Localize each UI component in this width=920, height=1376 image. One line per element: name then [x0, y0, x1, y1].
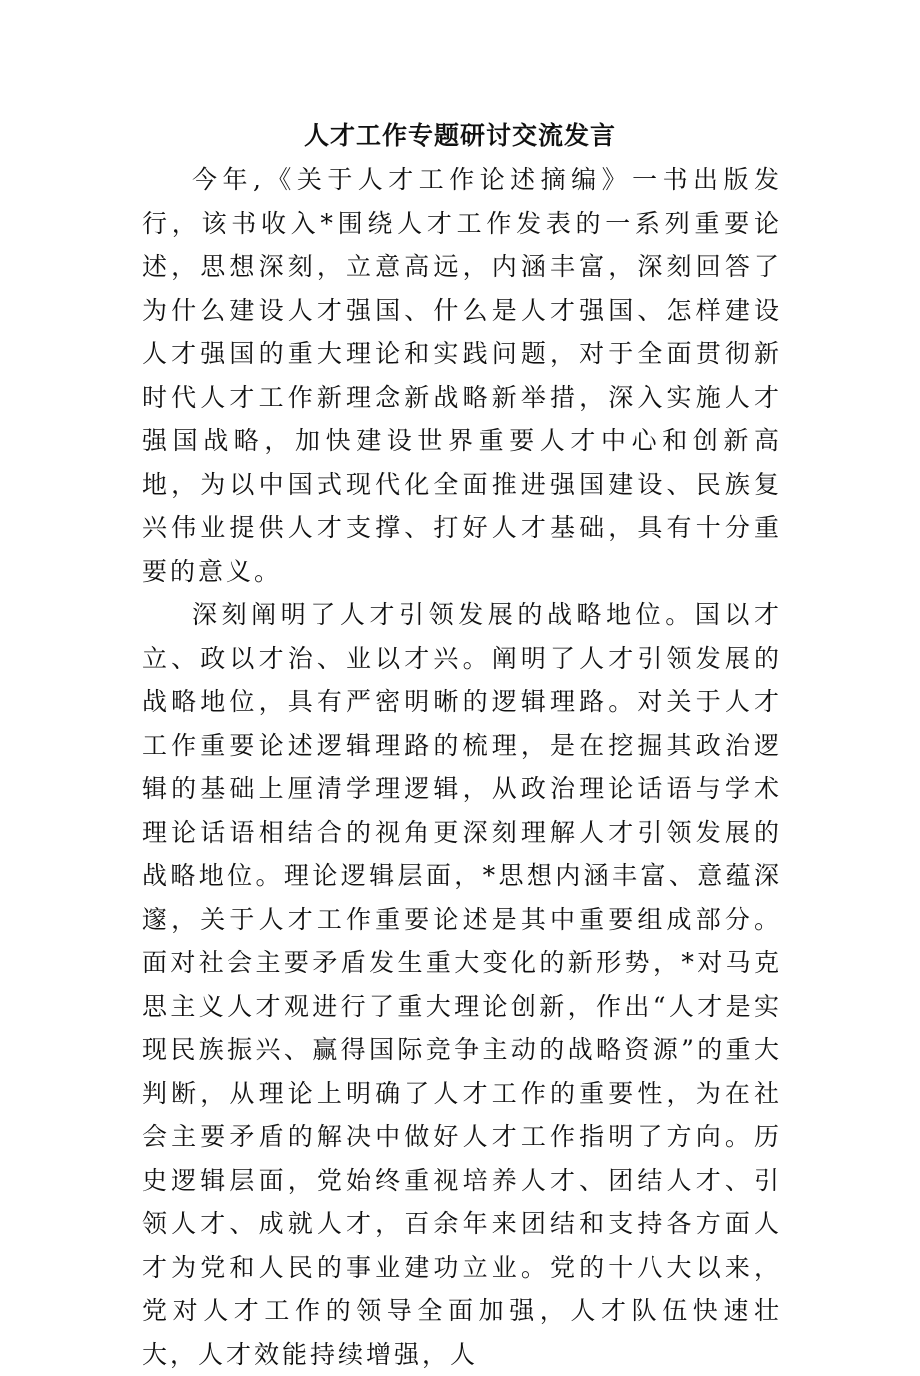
paragraph-intro: 今年,《关于人才工作论述摘编》一书出版发行，该书收入*围绕人才工作发表的一系列重要论述，思想深刻，立意高远，内涵丰富，深刻回答了为什么建设人才强国、什么是人才强国、怎样建设人才强国的重大理论和实践问题，对于全面贯彻新时代人才工作新理念新战略新举措，深入实施人才强国战略，加快建设世界重要人才中心和创新高地，为以中国式现代化全面推进强国建设、民族复兴伟业提供人才支撑、打好人才基础，具有十分重要的意义。 [142, 165, 782, 586]
paragraph-strategic-position: 深刻阐明了人才引领发展的战略地位。国以才立、政以才治、业以才兴。阐明了人才引领发展的战略地位，具有严密明晰的逻辑理路。对关于人才工作重要论述逻辑理路的梳理，是在挖掘其政治逻辑的基础上厘清学理逻辑，从政治理论话语与学术理论话语相结合的视角更深刻理解人才引领发展的战略地位。理论逻辑层面，*思想内涵丰富、意蕴深邃，关于人才工作重要论述是其中重要组成部分。面对社会主要矛盾发生重大变化的新形势，*对马克思主义人才观进行了重大理论创新，作出“人才是实现民族振兴、赢得国际竞争主动的战略资源”的重大判断，从理论上明确了人才工作的重要性，为在社会主要矛盾的解决中做好人才工作指明了方向。历史逻辑层面，党始终重视培养人才、团结人才、引领人才、成就人才，百余年来团结和支持各方面人才为党和人民的事业建功立业。党的十八大以来，党对人才工作的领导全面加强，人才队伍快速壮大，人才效能持续增强，人 [142, 600, 782, 1369]
document-body [142, 158, 782, 1376]
document-title: 人才工作专题研讨交流发言 [303, 121, 616, 150]
